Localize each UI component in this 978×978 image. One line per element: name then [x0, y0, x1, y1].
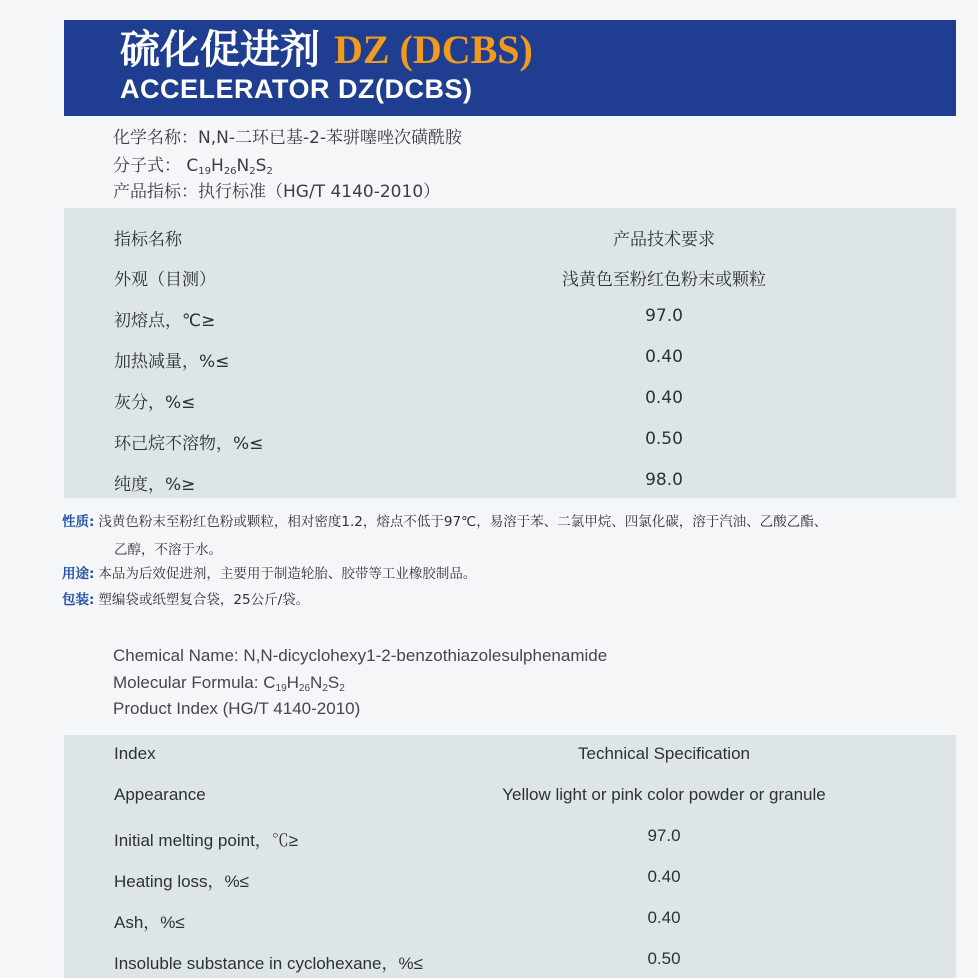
row-label: Initial melting point，℃≥: [114, 831, 299, 850]
table-row: [64, 425, 956, 455]
formula-label-en: Molecular Formula:: [113, 673, 259, 692]
row-label: Insoluble substance in cyclohexane，%≤: [114, 954, 423, 973]
packing-text: 塑编袋或纸塑复合袋，25公斤/袋。: [98, 592, 310, 608]
spec-table-en: [64, 735, 956, 978]
row-label: 加热减量，%≤: [114, 352, 230, 372]
table-row: [64, 466, 956, 496]
product-index-value: 执行标准（HG/T 4140-2010）: [198, 182, 441, 202]
row-value: 0.50: [645, 429, 683, 449]
packing-note: [62, 590, 309, 610]
row-value: 0.40: [645, 388, 683, 408]
column-header-spec: 产品技术要求: [613, 230, 715, 250]
row-label: 环己烷不溶物，%≤: [114, 434, 264, 454]
usage-key: 用途:: [62, 566, 95, 582]
title-english: ACCELERATOR DZ(DCBS): [120, 74, 473, 104]
properties-note: [62, 512, 827, 532]
table-header-row: [64, 740, 956, 770]
spec-table-cn: [64, 208, 956, 498]
row-value: 0.40: [647, 867, 681, 886]
product-index-en: Product Index (HG/T 4140-2010): [113, 699, 361, 718]
title-chinese: [120, 26, 533, 74]
row-value: 0.40: [645, 347, 683, 367]
row-label: Appearance: [114, 785, 206, 804]
properties-key: 性质:: [62, 514, 95, 530]
row-value: 98.0: [645, 470, 683, 490]
packing-key: 包装:: [62, 592, 95, 608]
table-row: [64, 945, 956, 975]
column-header-index: 指标名称: [114, 230, 182, 250]
row-value: 0.50: [647, 949, 681, 968]
chemical-name-cn: [113, 127, 462, 149]
formula: $C_{19}H_{26}N_2S_2$: [186, 156, 273, 177]
row-label: 初熔点，℃≥: [114, 311, 216, 331]
molecular-formula-en: [113, 672, 345, 700]
row-label: 纯度，%≥: [114, 475, 196, 495]
chemical-name-label: 化学名称：: [113, 128, 198, 148]
row-value: 0.40: [647, 908, 681, 927]
row-label: 灰分，%≤: [114, 393, 196, 413]
table-row: [64, 781, 956, 811]
row-value: 97.0: [645, 306, 683, 326]
molecular-formula-cn: [113, 155, 273, 183]
table-row: [64, 302, 956, 332]
row-value: Yellow light or pink color powder or granule: [502, 785, 826, 804]
usage-text: 本品为后效促进剂，主要用于制造轮胎、胶带等工业橡胶制品。: [98, 566, 477, 582]
table-row: [64, 822, 956, 852]
table-row: [64, 261, 956, 291]
formula-en: $C_{19}H_{26}N_2S_2$: [263, 673, 345, 694]
formula-label: 分子式：: [113, 156, 181, 176]
usage-note: [62, 564, 476, 584]
title-cn-text: 硫化促进剂: [120, 27, 320, 73]
properties-text: 浅黄色粉末至粉红色粉或颗粒，相对密度1.2，熔点不低于97℃，易溶于苯、二氯甲烷、四氯化碳，溶于汽油、乙酸乙酯、: [98, 514, 828, 530]
column-header-index: Index: [114, 744, 156, 763]
properties-continuation: 乙醇，不溶于水。: [114, 542, 222, 558]
table-row: [64, 343, 956, 373]
row-label: 外观（目测）: [114, 270, 216, 290]
chemical-name-en: Chemical Name: N,N-dicyclohexy1-2-benzothiazolesulphenamide: [113, 646, 608, 665]
table-header-row: [64, 221, 956, 251]
column-header-spec: Technical Specification: [578, 744, 750, 763]
row-label: Heating loss，%≤: [114, 872, 249, 891]
row-value: 97.0: [647, 826, 681, 845]
table-row: [64, 863, 956, 893]
table-row: [64, 384, 956, 414]
table-row: [64, 904, 956, 934]
chemical-name-value: N,N-二环已基-2-苯骈噻唑次磺酰胺: [198, 128, 463, 148]
product-index-label: 产品指标：: [113, 182, 198, 202]
product-index-cn: [113, 181, 440, 203]
row-value: 浅黄色至粉红色粉末或颗粒: [562, 270, 766, 290]
title-product-code: DZ (DCBS): [333, 27, 533, 72]
row-label: Ash，%≤: [114, 913, 185, 932]
